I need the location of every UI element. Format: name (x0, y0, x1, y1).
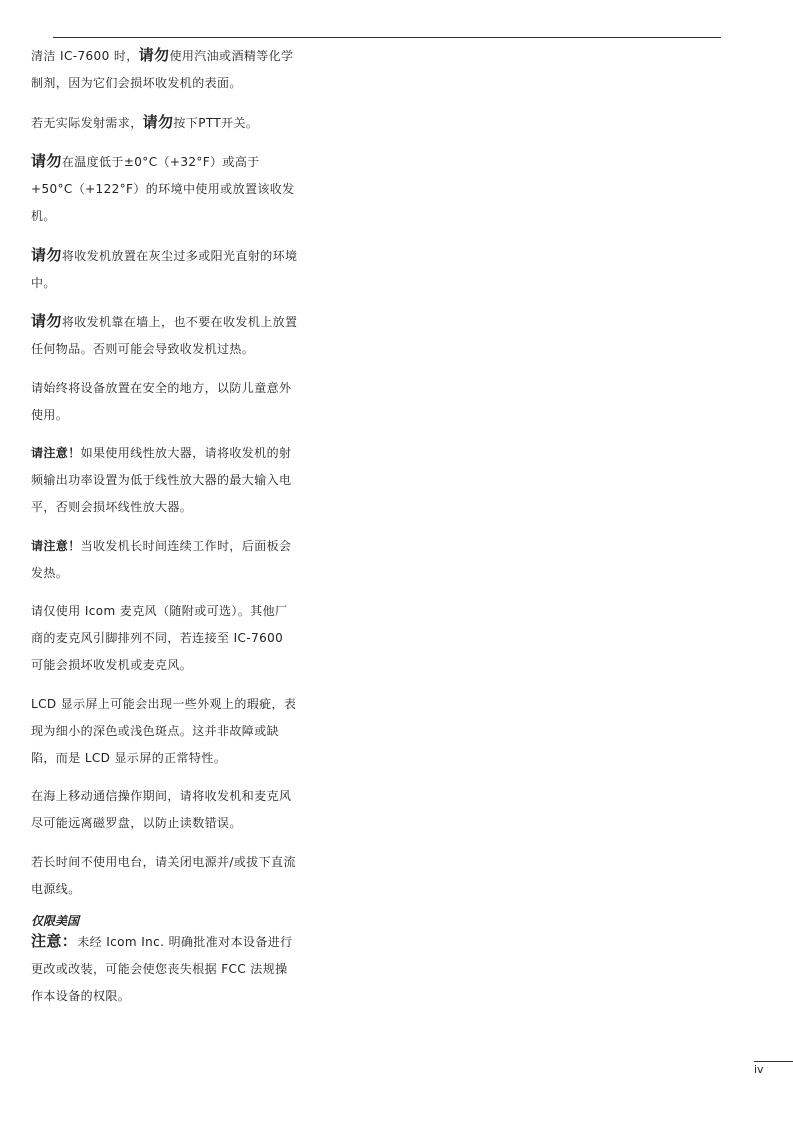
paragraph-lcd: LCD 显示屏上可能会出现一些外观上的瑕疵，表现为细小的深色或浅色斑点。这并非故障或缺陷，而是 LCD 显示屏的正常特性。 (31, 696, 297, 765)
footer-rule (754, 1061, 793, 1062)
paragraph-ptt: 若无实际发射需求，请勿按下PTT开关。 (31, 112, 259, 131)
paragraph-dust-sunlight: 请勿将收发机放置在灰尘过多或阳光直射的环境中。 (31, 245, 298, 290)
caution-label: 注意： (31, 932, 78, 950)
paragraph-wall-overheat: 请勿将收发机靠在墙上，也不要在收发机上放置任何物品。否则可能会导致收发机过热。 (31, 312, 298, 356)
paragraph-temperature: 请勿在温度低于±0°C（+32°F）或高于+50°C（+122°F）的环境中使用或放置该收发机。 (31, 152, 295, 223)
paragraph-power-off: 若长时间不使用电台，请关闭电源并/或拔下直流电源线。 (31, 854, 296, 896)
precautions-column (31, 42, 299, 1022)
paragraph-linear-amp: 请注意！如果使用线性放大器，请将收发机的射频输出功率设置为低于线性放大器的最大输入电平，否则会损坏线性放大器。 (31, 446, 292, 514)
paragraph-cleaning: 清洁 IC-7600 时，请勿使用汽油或酒精等化学制剂，因为它们会损坏收发机的表面。 (31, 46, 294, 90)
paragraph-fcc-caution: 注意：未经 Icom Inc. 明确批准对本设备进行更改或改装，可能会使您丧失根据 FCC 法规操作本设备的权限。 (31, 932, 293, 1003)
paragraph-microphone: 请仅使用 Icom 麦克风（随附或可选）。其他厂商的麦克风引脚排列不同，若连接至 IC-7600 可能会损坏收发机或麦克风。 (31, 604, 288, 672)
usa-only-heading: 仅限美国 (31, 914, 80, 928)
paragraph-compass: 在海上移动通信操作期间，请将收发机和麦克风尽可能远离磁罗盘，以防止读数错误。 (31, 789, 292, 830)
page-number: iv (754, 1063, 764, 1076)
paragraph-children: 请始终将设备放置在安全的地方，以防儿童意外使用。 (31, 380, 292, 422)
paragraph-rear-panel: 请注意！当收发机长时间连续工作时，后面板会发热。 (31, 538, 292, 580)
header-rule (53, 37, 721, 38)
